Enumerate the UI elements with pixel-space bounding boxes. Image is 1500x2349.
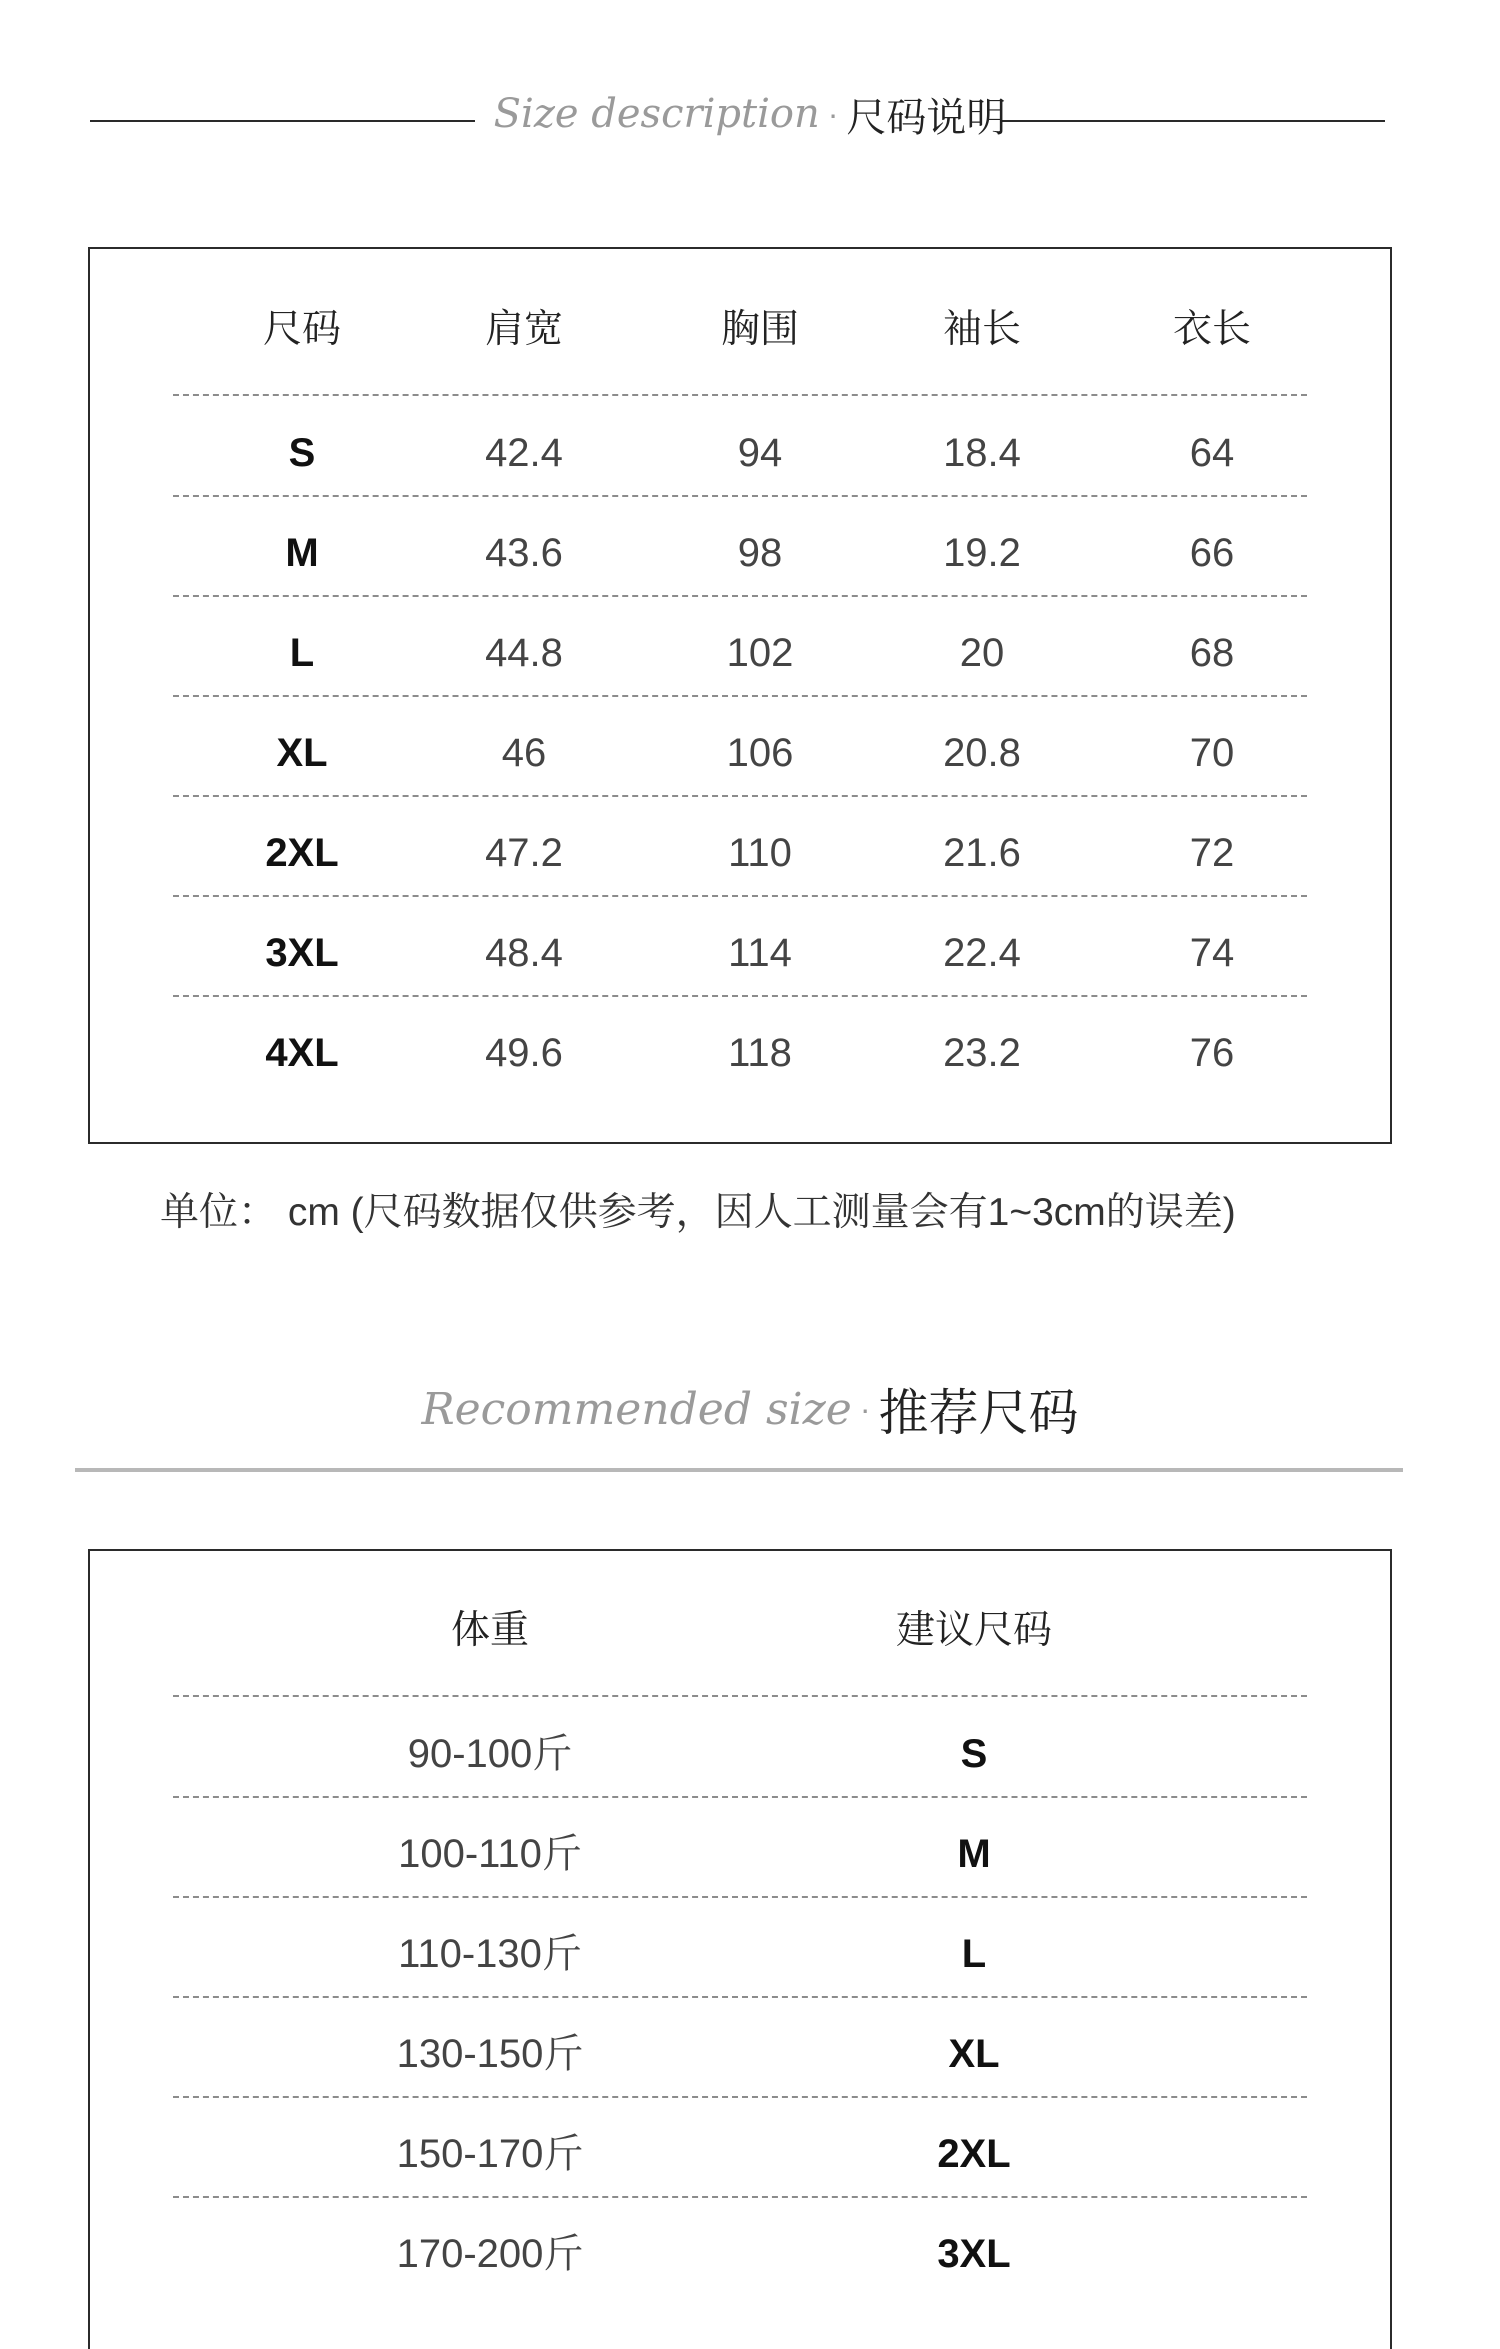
- recommended-table: [88, 1549, 1392, 2349]
- size-table-header-cell: 胸围: [720, 308, 799, 351]
- row-divider: [173, 1896, 1307, 1898]
- size-label: S: [288, 431, 316, 475]
- recommended-table-header-cell: 建议尺码: [895, 1609, 1052, 1652]
- size-description-title-cn: 尺码说明: [846, 95, 1007, 140]
- row-divider: [173, 2096, 1307, 2098]
- size-table-cell: 76: [1189, 1031, 1235, 1075]
- row-divider: [173, 695, 1307, 697]
- size-table-cell: 21.6: [943, 831, 1021, 875]
- row-divider: [173, 2196, 1307, 2198]
- size-table-cell: 106: [726, 731, 794, 775]
- size-table-header-cell: 尺码: [262, 308, 341, 351]
- size-table-cell: 94: [737, 431, 783, 475]
- size-table-cell: 47.2: [485, 831, 563, 875]
- size-table-cell: 114: [728, 931, 792, 975]
- row-divider: [173, 595, 1307, 597]
- size-table-cell: 20: [959, 631, 1005, 675]
- suggested-size: S: [960, 1732, 988, 1776]
- recommended-size-title-en: Recommended size: [421, 1383, 852, 1435]
- size-table-cell: 70: [1189, 731, 1235, 775]
- heading-rule-right: [1000, 120, 1385, 122]
- row-divider: [173, 495, 1307, 497]
- weight-range: 150-170斤: [396, 2132, 584, 2176]
- suggested-size: M: [957, 1832, 991, 1876]
- row-divider: [173, 1695, 1307, 1697]
- weight-range: 100-110斤: [398, 1832, 582, 1876]
- size-table-cell: 18.4: [943, 431, 1021, 475]
- recommended-size-title-cn: 推荐尺码: [878, 1385, 1079, 1441]
- size-table-cell: 66: [1189, 531, 1235, 575]
- size-label: M: [285, 531, 319, 575]
- heading-divider: [75, 1468, 1403, 1472]
- size-table-header-cell: 袖长: [942, 308, 1021, 351]
- size-table-cell: 64: [1189, 431, 1235, 475]
- size-table-cell: 19.2: [943, 531, 1021, 575]
- size-label: XL: [276, 731, 328, 775]
- weight-range: 110-130斤: [398, 1932, 582, 1976]
- size-table-cell: 102: [726, 631, 794, 675]
- size-table-cell: 48.4: [485, 931, 563, 975]
- recommended-size-heading: [400, 1376, 1100, 1442]
- suggested-size: 3XL: [937, 2232, 1011, 2276]
- size-table-header-cell: 肩宽: [484, 308, 563, 351]
- weight-range: 170-200斤: [396, 2232, 584, 2276]
- size-table-cell: 98: [737, 531, 783, 575]
- unit-note: 单位： cm (尺码数据仅供参考，因人工测量会有1~3cm的误差): [160, 1191, 1236, 1234]
- recommended-table-header-cell: 体重: [450, 1609, 529, 1652]
- suggested-size: L: [961, 1932, 987, 1976]
- row-divider: [173, 1996, 1307, 1998]
- suggested-size: XL: [948, 2032, 1000, 2076]
- size-table-cell: 110: [728, 831, 792, 875]
- size-table-cell: 20.8: [943, 731, 1021, 775]
- heading-separator: ·: [859, 1390, 871, 1427]
- size-label: 4XL: [265, 1031, 339, 1075]
- row-divider: [173, 795, 1307, 797]
- heading-separator: ·: [827, 95, 839, 132]
- size-table-header-cell: 衣长: [1172, 308, 1251, 351]
- heading-rule-left: [90, 120, 475, 122]
- size-table-cell: 46: [501, 731, 547, 775]
- size-label: L: [289, 631, 315, 675]
- size-table-cell: 68: [1189, 631, 1235, 675]
- size-table-cell: 42.4: [485, 431, 563, 475]
- weight-range: 90-100斤: [407, 1732, 573, 1776]
- size-label: 2XL: [265, 831, 339, 875]
- row-divider: [173, 1796, 1307, 1798]
- size-table-cell: 23.2: [943, 1031, 1021, 1075]
- size-table-cell: 22.4: [943, 931, 1021, 975]
- size-table-cell: 49.6: [485, 1031, 563, 1075]
- size-table-cell: 44.8: [485, 631, 563, 675]
- row-divider: [173, 995, 1307, 997]
- suggested-size: 2XL: [937, 2132, 1011, 2176]
- size-description-title-en: Size description: [493, 91, 820, 137]
- size-table-cell: 43.6: [485, 531, 563, 575]
- size-label: 3XL: [265, 931, 339, 975]
- size-table-cell: 74: [1189, 931, 1235, 975]
- row-divider: [173, 394, 1307, 396]
- size-description-heading: [493, 84, 1007, 144]
- size-table-cell: 118: [728, 1031, 792, 1075]
- size-table-cell: 72: [1189, 831, 1235, 875]
- weight-range: 130-150斤: [396, 2032, 584, 2076]
- row-divider: [173, 895, 1307, 897]
